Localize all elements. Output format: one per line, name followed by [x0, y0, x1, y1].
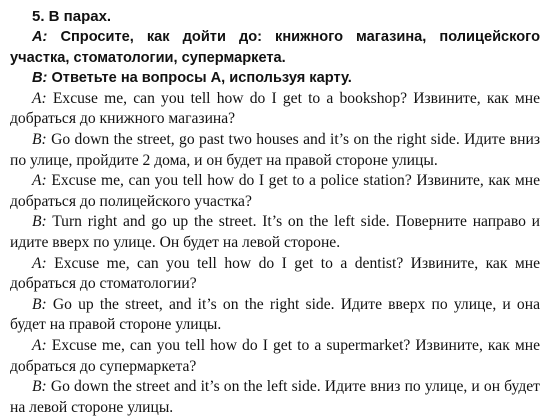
- dialogue-text: Go up the street, and it’s on the right side. Идите вверх по улице, и она будет на правой стороне улицы.: [10, 295, 540, 334]
- dialogue-speaker: A:: [32, 254, 47, 272]
- dialogue-line: [10, 377, 540, 418]
- dialogue-text: Excuse me, can you tell how do I get to a dentist? Извините, как мне добраться до стоматологии?: [10, 254, 540, 293]
- dialogue-speaker: B:: [32, 213, 47, 231]
- dialogue-speaker: A:: [32, 336, 47, 354]
- dialogue-line: [10, 212, 540, 253]
- dialogue-speaker: A:: [32, 172, 47, 190]
- dialogue-text: Excuse me, can you tell how do I get to a supermarket? Извините, как мне добраться до супермаркета?: [10, 336, 540, 375]
- dialogue-speaker: B:: [32, 295, 47, 313]
- dialogue-text: Excuse me, can you tell how do I get to a bookshop? Извините, как мне добраться до книжного магазина?: [10, 89, 540, 128]
- dialogue-line: [10, 130, 540, 171]
- dialogue-line: [10, 254, 540, 295]
- task-a-text: Спросите, как дойти до: книжного магазина, полицейского участка, стоматологии, супермаркета.: [10, 29, 540, 66]
- task-b: [10, 68, 540, 89]
- dialogue-speaker: A:: [32, 89, 47, 107]
- task-a-speaker: A:: [32, 29, 48, 45]
- dialogue-line: [10, 336, 540, 377]
- dialogue-line: [10, 89, 540, 130]
- dialogue-text: Go down the street, go past two houses and it’s on the right side. Идите вниз по улице, пройдите 2 дома, и он будет на правой стороне улицы.: [10, 130, 540, 169]
- dialogue-text: Go down the street and it’s on the left side. Идите вниз по улице, и он будет на левой стороне улицы.: [10, 378, 540, 416]
- dialogue-speaker: B:: [32, 378, 47, 396]
- task-b-speaker: B:: [32, 70, 48, 87]
- task-b-text: Ответьте на вопросы А, используя карту.: [47, 70, 352, 87]
- exercise-title: 5. В парах.: [32, 8, 112, 25]
- dialogue-text: Excuse me, can you tell how do I get to a police station? Извините, как мне добраться до полицейского участка?: [10, 172, 540, 210]
- dialogue-line: [10, 171, 540, 212]
- task-a: [10, 27, 540, 68]
- dialogue-text: Turn right and go up the street. It’s on the left side. Поверните направо и идите вверх по улице. Он будет на левой стороне.: [10, 213, 540, 251]
- dialogue-line: [10, 295, 540, 336]
- dialogue-speaker: B:: [32, 130, 47, 148]
